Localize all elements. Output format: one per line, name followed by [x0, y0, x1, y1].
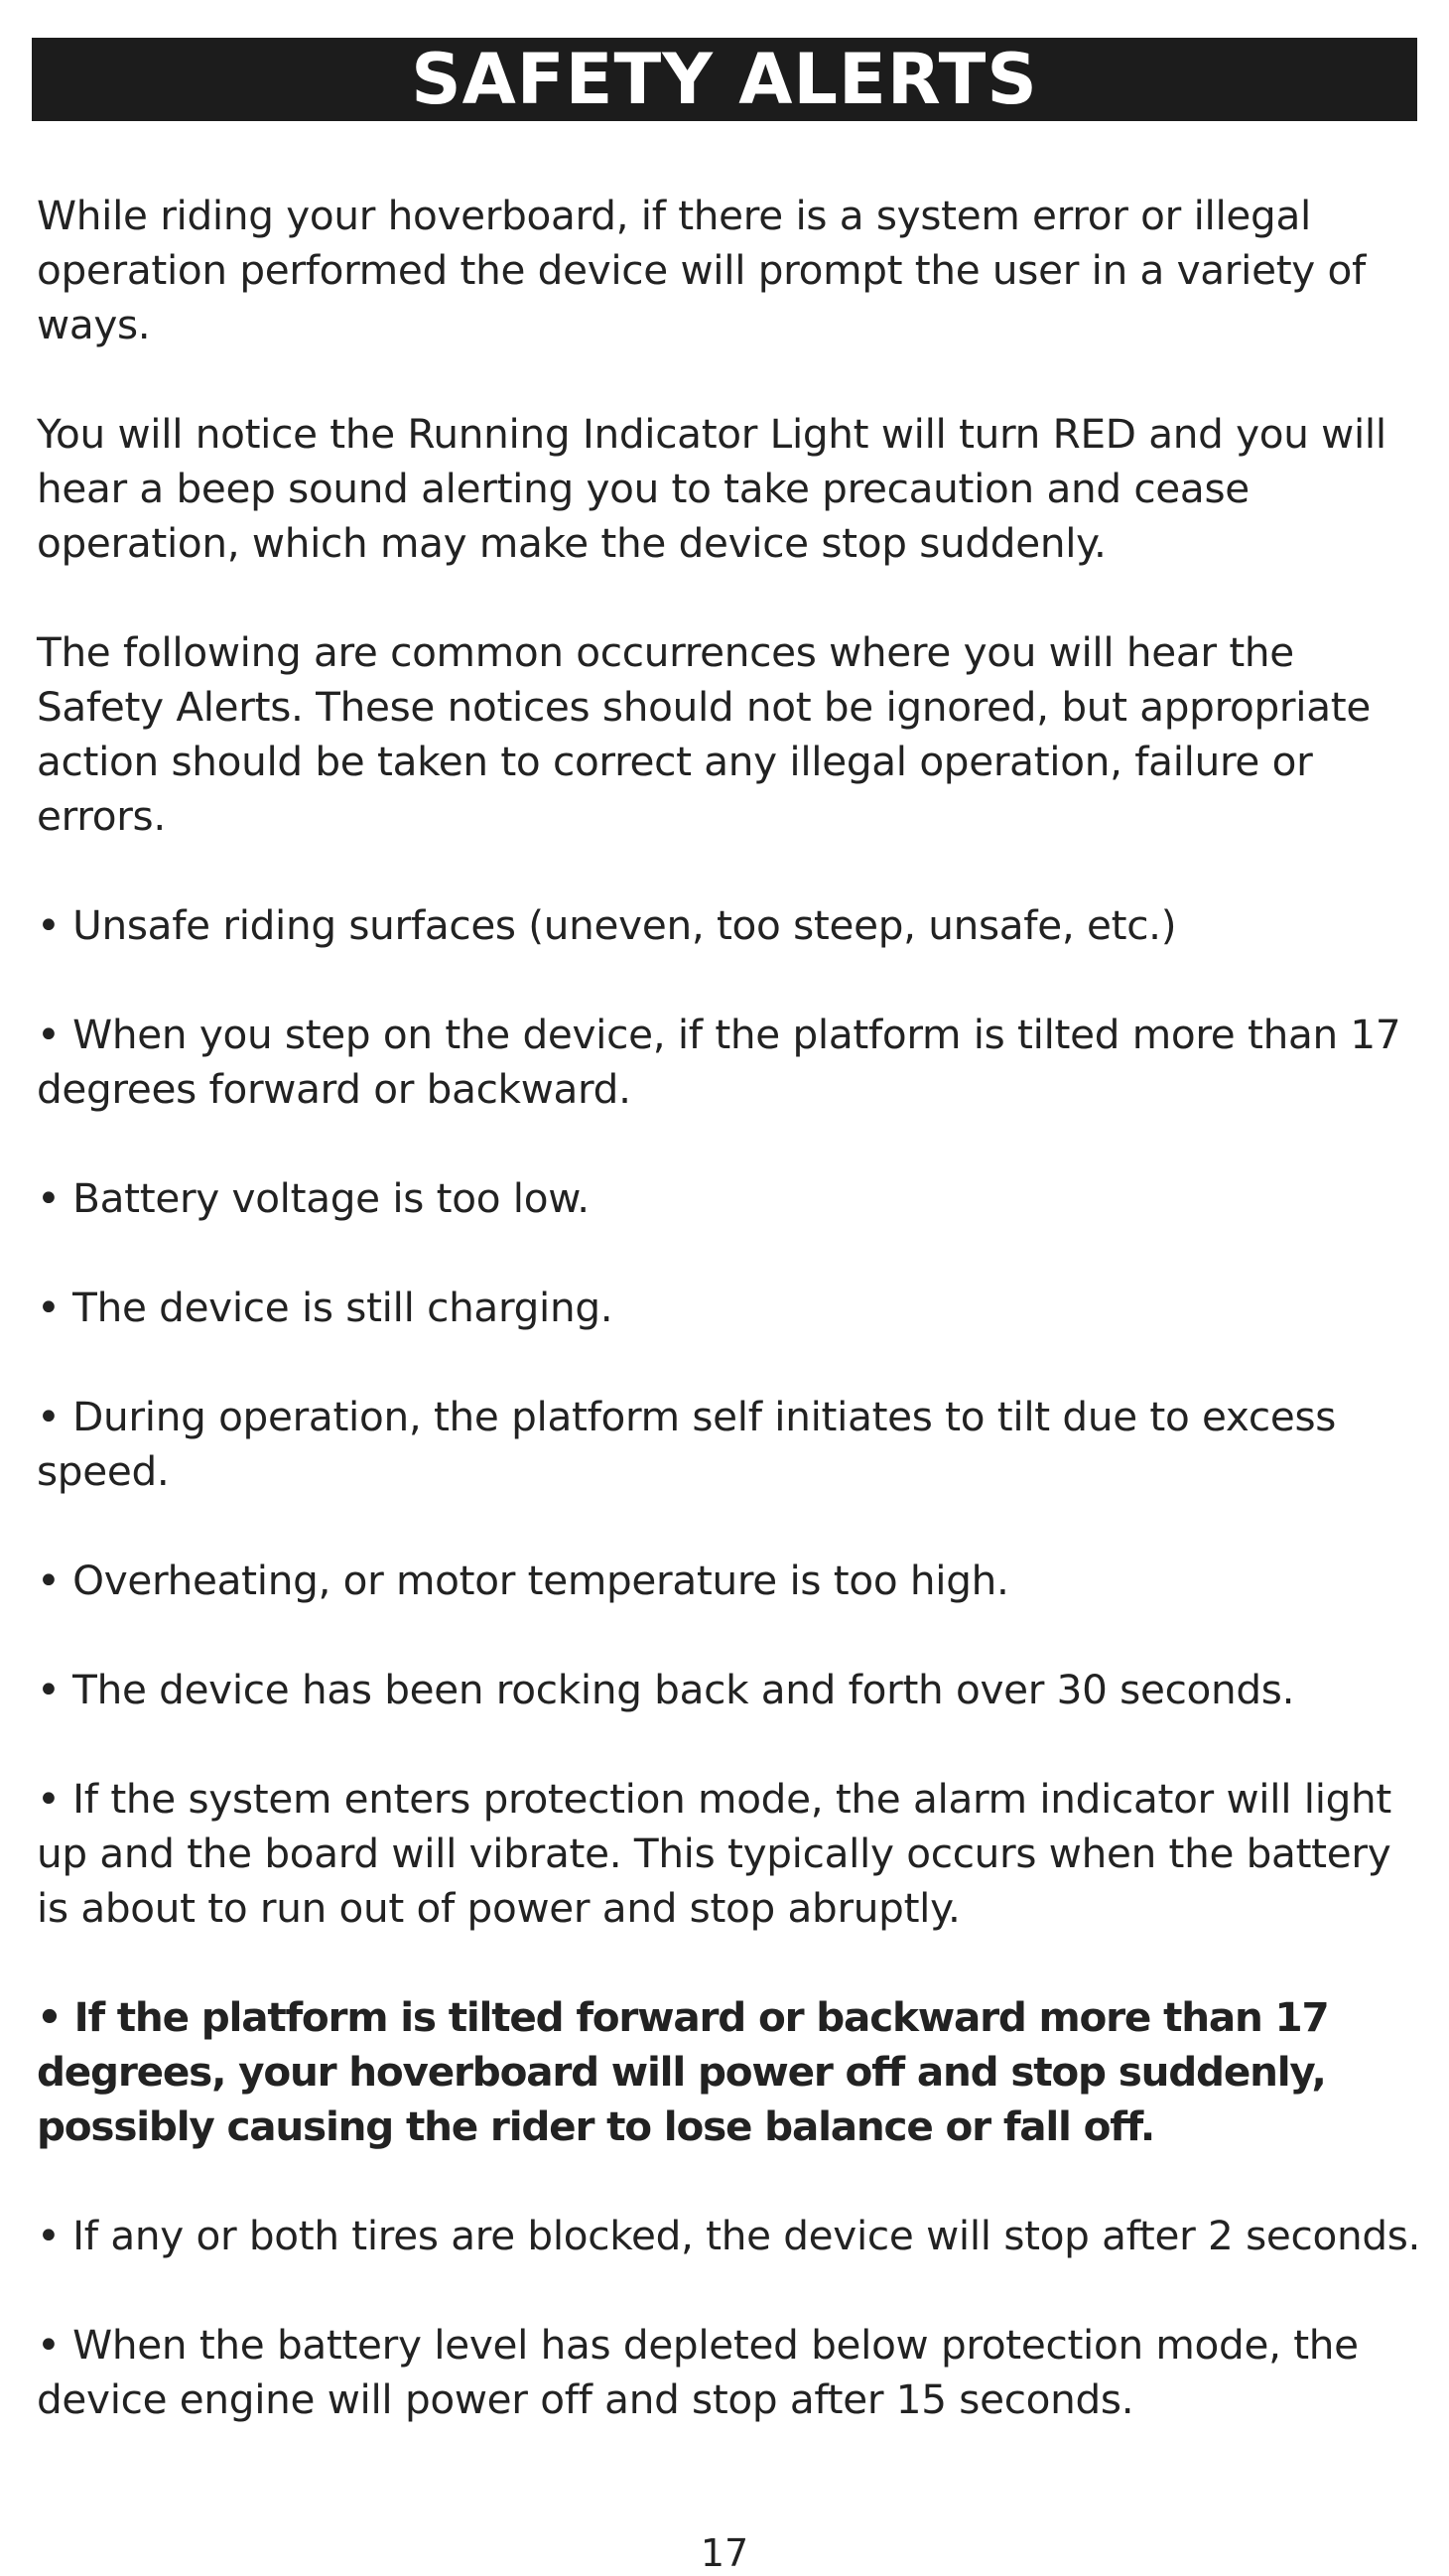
bullet-item-warning: • If the platform is tilted forward or backward more than 17 degrees, your hoverboard will power off and stop suddenly, possibly causing the rider to lose balance or fall off.: [37, 1993, 1329, 2150]
bullet-item: • If the system enters protection mode, the alarm indicator will light up and the board will vibrate. This typically occurs when the battery is about to run out of power and stop abruptly.: [37, 1775, 1391, 1932]
bullet-item: • During operation, the platform self initiates to tilt due to excess speed.: [37, 1393, 1337, 1495]
occurrences-paragraph: The following are common occurrences where you will hear the Safety Alerts. These notices should not be ignored, but appropriate action should be taken to correct any illegal operation, failure or errors.: [37, 628, 1371, 840]
page-title: SAFETY ALERTS: [411, 39, 1038, 120]
title-banner: [32, 38, 1417, 121]
indicator-paragraph: You will notice the Running Indicator Light will turn RED and you will hear a beep sound alerting you to take precaution and cease operation, which may make the device stop suddenly.: [37, 410, 1386, 567]
bullet-item: • Unsafe riding surfaces (uneven, too steep, unsafe, etc.): [37, 901, 1177, 949]
page-number: 17: [700, 2531, 749, 2575]
intro-paragraph: While riding your hoverboard, if there is a system error or illegal operation performed the device will prompt the user in a variety of ways.: [37, 192, 1366, 348]
bullet-item: • When you step on the device, if the platform is tilted more than 17 degrees forward or backward.: [37, 1011, 1401, 1113]
bullet-item: • The device has been rocking back and forth over 30 seconds.: [37, 1666, 1295, 1713]
bullet-item: • Battery voltage is too low.: [37, 1174, 590, 1222]
bullet-item: • The device is still charging.: [37, 1284, 613, 1331]
bullet-item: • When the battery level has depleted below protection mode, the device engine will power off and stop after 15 seconds.: [37, 2321, 1359, 2423]
bullet-item: • If any or both tires are blocked, the device will stop after 2 seconds.: [37, 2212, 1421, 2259]
bullet-item: • Overheating, or motor temperature is too high.: [37, 1557, 1009, 1604]
document-body: [37, 189, 1421, 2482]
